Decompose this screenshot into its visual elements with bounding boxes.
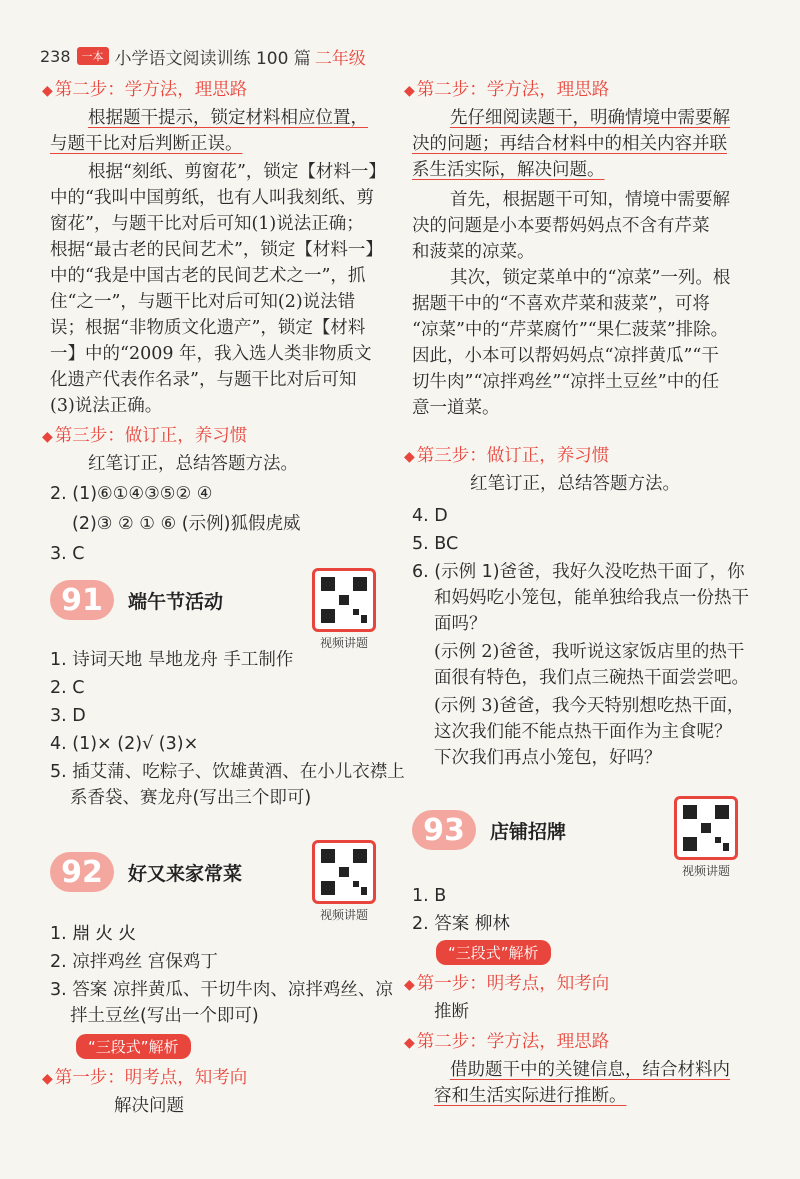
left-body-line: 误；根据“非物质文化遗产”，锁定【材料 bbox=[50, 318, 366, 338]
u91-answer: 2. C bbox=[50, 678, 85, 698]
u92-answer: 拌土豆丝(写出一个即可) bbox=[70, 1006, 259, 1026]
right-answer: 4. D bbox=[412, 506, 448, 526]
right-step1: ◆ 第一步：明考点，知考向 bbox=[404, 974, 610, 994]
right-body-line: 据题干中的“不喜欢芹菜和菠菜”，可将 bbox=[412, 294, 710, 314]
unit-title: 好又来家常菜 bbox=[128, 862, 243, 885]
right-body-line: 和菠菜的凉菜。 bbox=[412, 242, 535, 262]
step-arrow-icon: ◆ bbox=[42, 1071, 53, 1087]
step-arrow-icon: ◆ bbox=[404, 1035, 415, 1051]
page-header bbox=[40, 44, 366, 68]
page-number: 238 bbox=[40, 46, 71, 66]
right-answer: 面很有特色，我们点三碗热干面尝尝吧。 bbox=[434, 668, 749, 688]
right-body-line: 切牛肉”“凉拌鸡丝”“凉拌土豆丝”中的任 bbox=[412, 372, 720, 392]
right-answer: (示例 3)爸爸，我今天特别想吃热干面， bbox=[434, 696, 745, 716]
qr-code-91[interactable] bbox=[312, 568, 376, 651]
unit-number-badge: 91 bbox=[50, 580, 114, 620]
right-step2-line: 先仔细阅读题干，明确情境中需要解 bbox=[450, 108, 730, 128]
left-body-line: (3)说法正确。 bbox=[50, 396, 163, 416]
left-step3-text: 红笔订正，总结答题方法。 bbox=[88, 454, 298, 474]
left-body-line: 中的“我是中国古老的民间艺术之一”，抓 bbox=[50, 266, 366, 286]
u91-answer: 系香袋、赛龙舟(写出三个即可) bbox=[70, 788, 312, 808]
right-step2b-line: 容和生活实际进行推断。 bbox=[434, 1086, 627, 1106]
right-body-line: 其次，锁定菜单中的“凉菜”一列。根 bbox=[450, 268, 731, 288]
u91-answer: 3. D bbox=[50, 706, 86, 726]
answer-2b: (2)③ ② ① ⑥ (示例)狐假虎威 bbox=[72, 514, 301, 534]
right-step1-text: 推断 bbox=[434, 1002, 469, 1022]
right-step2: ◆ 第二步：学方法，理思路 bbox=[404, 80, 610, 100]
unit-93-heading bbox=[412, 808, 566, 852]
u93-answer: 2. 答案 柳林 bbox=[412, 914, 510, 934]
unit-92-heading bbox=[50, 850, 242, 894]
qr-label: 视频讲题 bbox=[319, 636, 368, 650]
right-answer: 这次我们能不能点热干面作为主食呢？ bbox=[434, 722, 732, 742]
qr-code-icon bbox=[674, 796, 738, 860]
qr-label: 视频讲题 bbox=[319, 908, 368, 922]
left-step2-line: 根据题干提示，锁定材料相应位置， bbox=[88, 108, 368, 128]
qr-code-92[interactable] bbox=[312, 840, 376, 923]
step-arrow-icon: ◆ bbox=[42, 83, 53, 99]
left-step1: ◆ 第一步：明考点，知考向 bbox=[42, 1068, 248, 1088]
right-step3: ◆ 第三步：做订正，养习惯 bbox=[404, 446, 610, 466]
unit-title: 店铺招牌 bbox=[490, 820, 567, 843]
right-body-line: 决的问题是小本要帮妈妈点不含有芹菜 bbox=[412, 216, 710, 236]
grade-label: 二年级 bbox=[314, 48, 366, 69]
u92-answer: 1. 𣶒 火 火 bbox=[50, 924, 136, 944]
book-title: 小学语文阅读训练 100 篇 bbox=[114, 48, 311, 69]
unit-number-badge: 92 bbox=[50, 852, 114, 892]
right-step2-line: 系生活实际，解决问题。 bbox=[412, 160, 605, 180]
unit-title: 端午节活动 bbox=[128, 590, 224, 613]
unit-91-heading bbox=[50, 578, 223, 622]
qr-code-icon bbox=[312, 840, 376, 904]
qr-label: 视频讲题 bbox=[681, 864, 730, 878]
left-step3: ◆ 第三步：做订正，养习惯 bbox=[42, 426, 248, 446]
u91-answer: 4. (1)× (2)√ (3)× bbox=[50, 734, 199, 754]
unit-number-badge: 93 bbox=[412, 810, 476, 850]
u92-answer: 3. 答案 凉拌黄瓜、干切牛肉、凉拌鸡丝、凉 bbox=[50, 980, 393, 1000]
right-answer: 5. BC bbox=[412, 534, 459, 554]
left-body-line: 一】中的“2009 年，我入选人类非物质文 bbox=[50, 344, 372, 364]
left-body-line: 根据“刻纸、剪窗花”，锁定【材料一】 bbox=[88, 162, 386, 182]
left-step1-text: 解决问题 bbox=[114, 1096, 184, 1116]
right-answer: 下次我们再点小笼包，好吗？ bbox=[434, 748, 662, 768]
left-body-line: 根据“最古老的民间艺术”，锁定【材料一】 bbox=[50, 240, 383, 260]
u93-answer: 1. B bbox=[412, 886, 447, 906]
right-answer: 面吗？ bbox=[434, 614, 487, 634]
right-step2b-line: 借助题干中的关键信息，结合材料内 bbox=[450, 1060, 730, 1080]
right-body-line: 意一道菜。 bbox=[412, 398, 500, 418]
book-logo: 一本 bbox=[77, 47, 109, 65]
right-answer: 和妈妈吃小笼包，能单独给我点一份热干 bbox=[434, 588, 749, 608]
right-step2b: ◆ 第二步：学方法，理思路 bbox=[404, 1032, 610, 1052]
three-step-badge: “三段式”解析 bbox=[76, 1034, 191, 1059]
right-answer: (示例 2)爸爸，我听说这家饭店里的热干 bbox=[434, 642, 745, 662]
right-step2-line: 决的问题；再结合材料中的相关内容并联 bbox=[412, 134, 727, 154]
answer-2a: 2. (1)⑥①④③⑤② ④ bbox=[50, 484, 213, 504]
left-step2: ◆ 第二步：学方法，理思路 bbox=[42, 80, 248, 100]
three-step-badge: “三段式”解析 bbox=[436, 940, 551, 965]
answer-3: 3. C bbox=[50, 544, 85, 564]
step-arrow-icon: ◆ bbox=[404, 449, 415, 465]
left-step2-line: 与题干比对后判断正误。 bbox=[50, 134, 243, 154]
u91-answer: 5. 插艾蒲、吃粽子、饮雄黄酒、在小儿衣襟上 bbox=[50, 762, 405, 782]
step-arrow-icon: ◆ bbox=[404, 977, 415, 993]
step-arrow-icon: ◆ bbox=[42, 429, 53, 445]
step-arrow-icon: ◆ bbox=[404, 83, 415, 99]
right-answer: 6. (示例 1)爸爸，我好久没吃热干面了，你 bbox=[412, 562, 745, 582]
qr-code-93[interactable] bbox=[674, 796, 738, 879]
left-body-line: 中的“我叫中国剪纸，也有人叫我刻纸、剪 bbox=[50, 188, 374, 208]
right-body-line: 因此，小本可以帮妈妈点“凉拌黄瓜”“干 bbox=[412, 346, 719, 366]
left-body-line: 住“之一”，与题干比对后可知(2)说法错 bbox=[50, 292, 356, 312]
u91-answer: 1. 诗词天地 旱地龙舟 手工制作 bbox=[50, 650, 294, 670]
left-body-line: 窗花”，与题干比对后可知(1)说法正确； bbox=[50, 214, 364, 234]
right-body-line: “凉菜”中的“芹菜腐竹”“果仁菠菜”排除。 bbox=[412, 320, 729, 340]
qr-code-icon bbox=[312, 568, 376, 632]
left-body-line: 化遗产代表作名录”，与题干比对后可知 bbox=[50, 370, 357, 390]
right-body-line: 首先，根据题干可知，情境中需要解 bbox=[450, 190, 730, 210]
u92-answer: 2. 凉拌鸡丝 宫保鸡丁 bbox=[50, 952, 218, 972]
right-step3-text: 红笔订正，总结答题方法。 bbox=[470, 474, 680, 494]
